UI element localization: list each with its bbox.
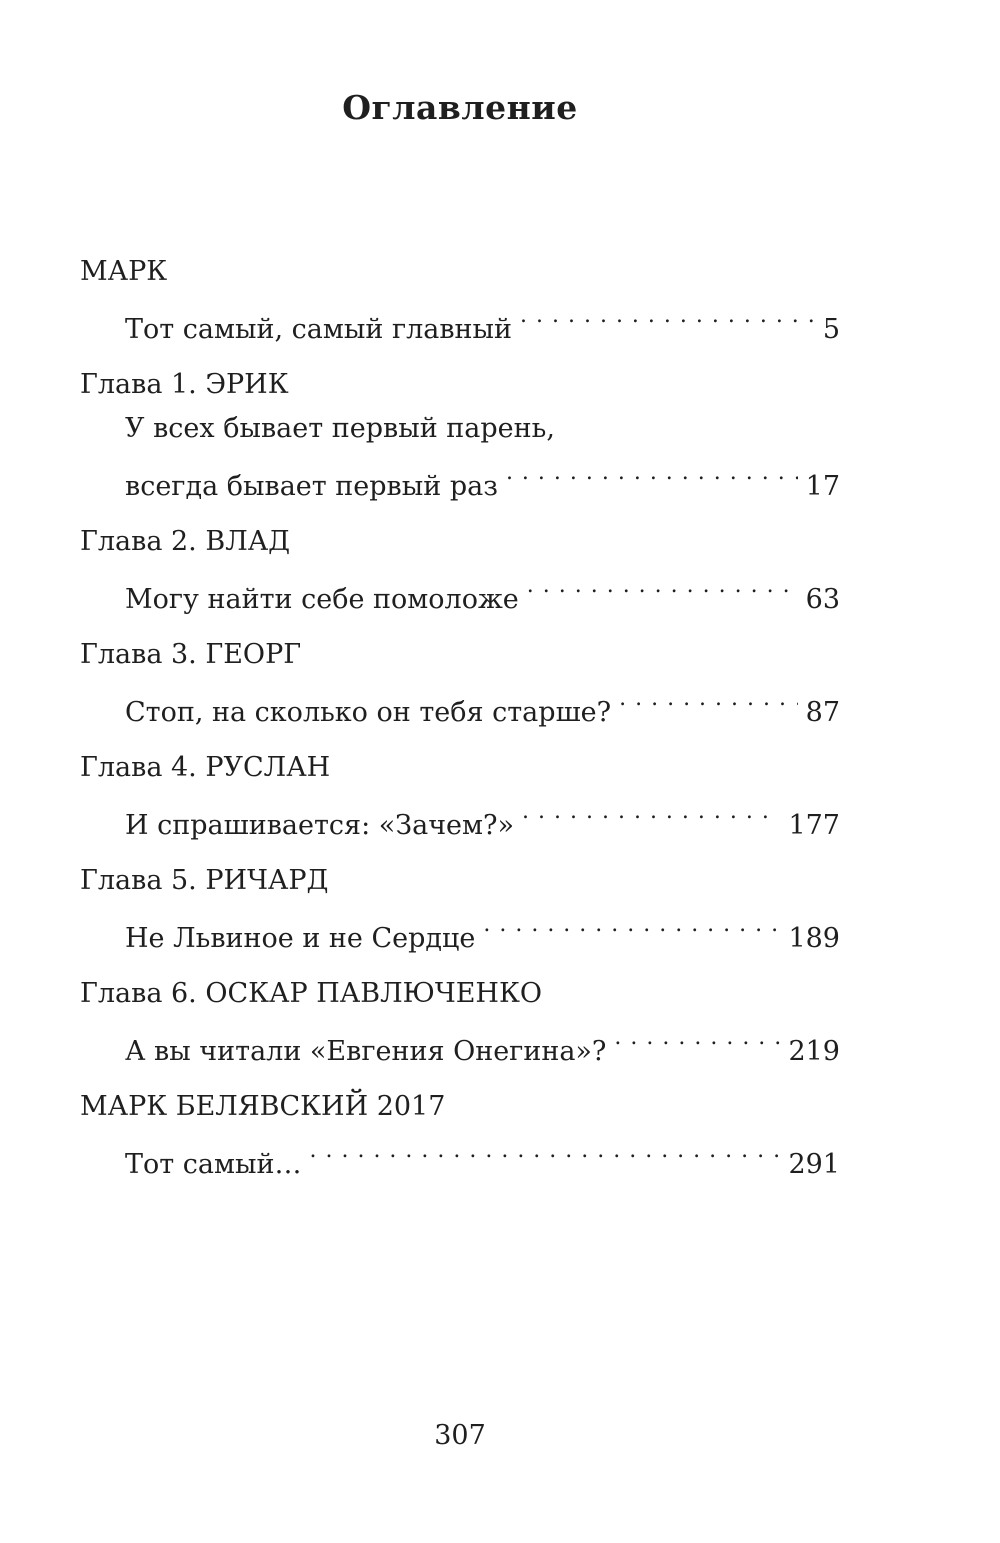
section-heading: Глава 4. РУСЛАН [80,752,331,783]
toc-section [80,859,840,954]
toc-entry[interactable] [80,790,840,841]
dot-leader [520,294,815,338]
dot-leader [522,790,780,834]
dot-leader [619,677,798,721]
dot-leader [506,451,798,495]
section-heading: Глава 2. ВЛАД [80,526,291,557]
toc-section [80,363,840,502]
section-heading: Глава 1. ЭРИК [80,369,289,400]
entry-row [125,1016,840,1067]
entry-title-line: У всех бывает первый парень, [125,413,555,444]
toc-section [80,520,840,615]
toc-entry[interactable] [80,1016,840,1067]
dot-leader [614,1016,780,1060]
section-heading: МАРК БЕЛЯВСКИЙ 2017 [80,1091,446,1122]
table-of-contents [80,250,840,1198]
toc-entry[interactable] [80,294,840,345]
dot-leader [483,903,780,947]
entry-page-number: 87 [805,697,840,728]
toc-entry[interactable] [80,564,840,615]
entry-title: Стоп, на сколько он тебя старше? [125,697,612,728]
entry-page-number: 63 [805,584,840,615]
entry-page-number: 5 [822,314,840,345]
entry-page-number: 177 [788,810,840,841]
entry-page-number: 291 [788,1149,840,1180]
toc-section [80,746,840,841]
entry-row [125,451,840,502]
section-heading: Глава 6. ОСКАР ПАВЛЮЧЕНКО [80,978,542,1009]
entry-row [125,294,840,345]
entry-row [125,564,840,615]
entry-row [125,677,840,728]
entry-row [125,790,840,841]
entry-title: А вы читали «Евгения Онегина»? [125,1036,607,1067]
toc-entry[interactable] [80,677,840,728]
entry-page-number: 17 [805,471,840,502]
entry-row [125,1129,840,1180]
page-folio-number: 307 [434,1420,486,1451]
entry-title: Могу найти себе помоложе [125,584,519,615]
entry-title: всегда бывает первый раз [125,471,498,502]
entry-page-number: 189 [788,923,840,954]
toc-section [80,972,840,1067]
toc-section [80,1085,840,1180]
entry-title: Тот самый… [125,1149,302,1180]
entry-title: И спрашивается: «Зачем?» [125,810,515,841]
toc-section [80,633,840,728]
entry-title: Тот самый, самый главный [125,314,513,345]
toc-entry[interactable] [80,407,840,502]
dot-leader [527,564,798,608]
dot-leader [310,1129,781,1173]
toc-entry[interactable] [80,1129,840,1180]
entry-page-number: 219 [788,1036,840,1067]
entry-row [125,903,840,954]
section-heading: Глава 3. ГЕОРГ [80,639,302,670]
section-heading: МАРК [80,256,168,287]
toc-entry[interactable] [80,903,840,954]
toc-section [80,250,840,345]
page-title: Оглавление [342,88,578,127]
section-heading: Глава 5. РИЧАРД [80,865,329,896]
entry-title: Не Львиное и не Сердце [125,923,476,954]
